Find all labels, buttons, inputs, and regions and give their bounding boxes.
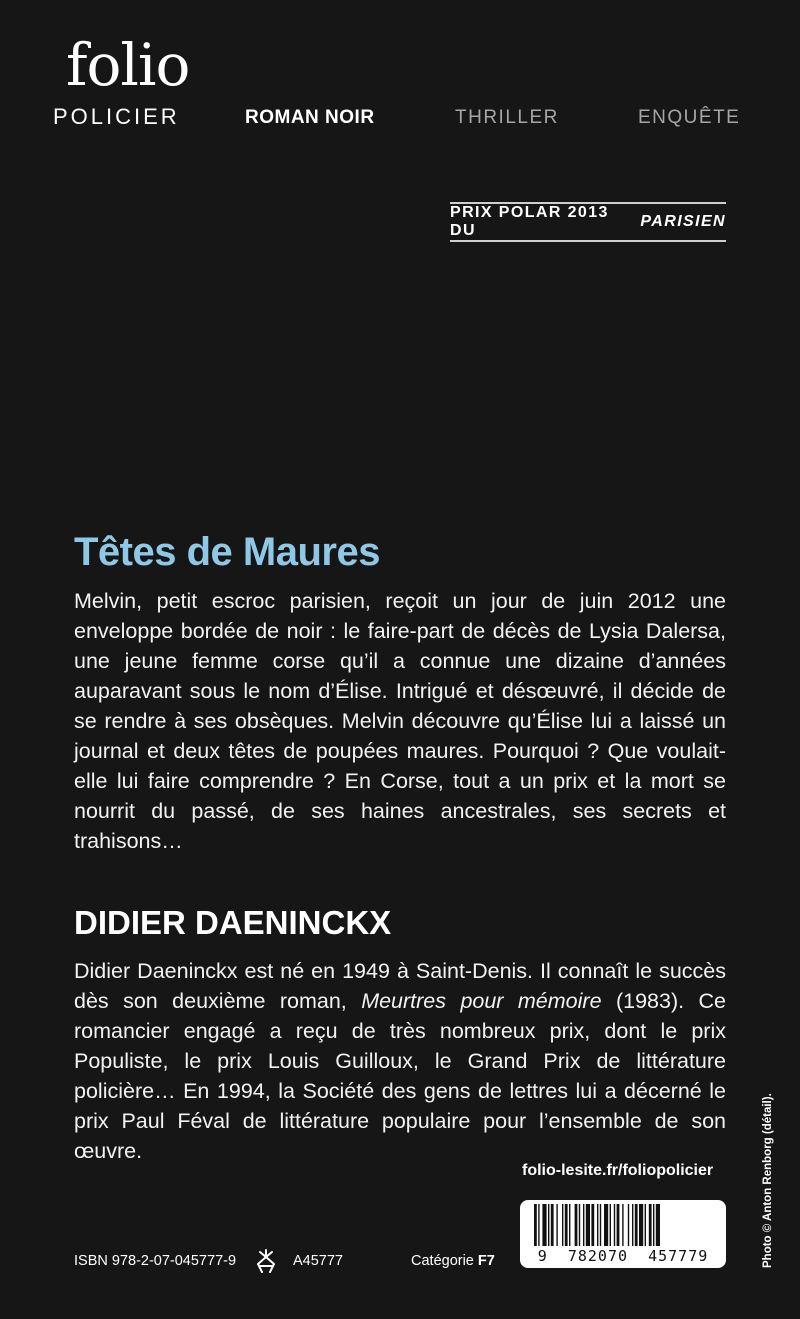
author-bio-work: Meurtres pour mémoire [361, 989, 602, 1013]
barcode-bar [614, 1204, 615, 1246]
prize-banner [450, 202, 726, 242]
barcode-bar [583, 1204, 584, 1246]
author-name: DIDIER DAENINCKX [74, 904, 392, 941]
prize-newspaper: PARISIEN [640, 213, 726, 230]
barcode-bar [617, 1204, 620, 1246]
barcode-bar [562, 1204, 563, 1246]
category-value: F7 [477, 1253, 495, 1269]
isbn: ISBN 978-2-07-045777-9 [74, 1253, 237, 1269]
barcode-bar [600, 1204, 601, 1246]
barcode-bar [548, 1204, 549, 1246]
barcode-digits: 9 782070 457779 [537, 1247, 709, 1265]
barcode-bar [586, 1204, 590, 1246]
barcode-bar [575, 1204, 578, 1246]
synopsis: Melvin, petit escroc parisien, reçoit un jour de juin 2012 une enveloppe bordée de noir : le faire-part de décès de Lysia Dalersa, une jeune femme corse qu’il a connue une dizaine d’années auparavant sous le nom d’Élise. Intrigué et désœuvré, il décide de se rendre à ses obsèques. Melvin découvre qu’Élise lui a laissé un journal et deux têtes de poupées maures. Pourquoi ? Que voulait-elle lui faire comprendre ? En Corse, tout a un prix et la mort se nourrit du passé, de ses haines ancestrales, ses secrets et trahisons… [74, 589, 726, 853]
series-name: POLICIER [53, 104, 180, 129]
barcode-bar [565, 1204, 568, 1246]
barcode-bar [639, 1204, 643, 1246]
barcode-bar [551, 1204, 554, 1246]
barcode-bar [556, 1204, 557, 1246]
barcode-bar [579, 1204, 580, 1246]
barcode-bar [569, 1204, 570, 1246]
barcode-bar [542, 1204, 546, 1246]
barcode-bar [597, 1204, 598, 1246]
barcode-bar [591, 1204, 594, 1246]
folio-logo: folio [66, 31, 190, 99]
barcode-bar [653, 1204, 654, 1246]
barcode-bar [628, 1204, 629, 1246]
genre-roman-noir: ROMAN NOIR [245, 107, 375, 128]
barcode-bar [656, 1204, 660, 1246]
category-label: Catégorie [411, 1253, 474, 1269]
prize-prefix: PRIX POLAR 2013 DU [450, 204, 609, 239]
barcode-bar [649, 1204, 652, 1246]
barcode-bar [645, 1204, 646, 1246]
barcode-bar [534, 1204, 537, 1246]
barcode-bar [604, 1204, 608, 1246]
book-title: Têtes de Maures [74, 530, 380, 574]
barcode-bar [635, 1204, 638, 1246]
author-bio-part1: Didier Daeninckx est né en 1949 à Saint-Denis. Il connaît le succès dès son deuxième roman, [74, 959, 726, 1013]
genre-enquete: ENQUÊTE [638, 107, 741, 128]
barcode-bar [632, 1204, 633, 1246]
barcode-bars [520, 1200, 726, 1250]
genre-thriller: THRILLER [455, 107, 559, 128]
barcode-bar [622, 1204, 623, 1246]
product-code: A45777 [293, 1253, 343, 1269]
author-bio [74, 956, 726, 1166]
photo-credit: Photo © Anton Renborg (détail). [762, 1093, 774, 1268]
barcode [520, 1200, 726, 1268]
barcode-bar [538, 1204, 539, 1246]
category [411, 1253, 495, 1269]
barcode-bar [610, 1204, 611, 1246]
publisher-mark-icon [252, 1248, 280, 1274]
author-bio-part2: (1983). Ce romancier engagé a reçu de très nombreux prix, dont le prix Populiste, le prix Louis Guilloux, le Grand Prix de littérature policière… En 1994, la Société des gens de lettres lui a décerné le prix Paul Féval de littérature populaire pour l’ensemble de son œuvre. [74, 989, 726, 1163]
website-link[interactable]: folio-lesite.fr/foliopolicier [522, 1162, 714, 1179]
